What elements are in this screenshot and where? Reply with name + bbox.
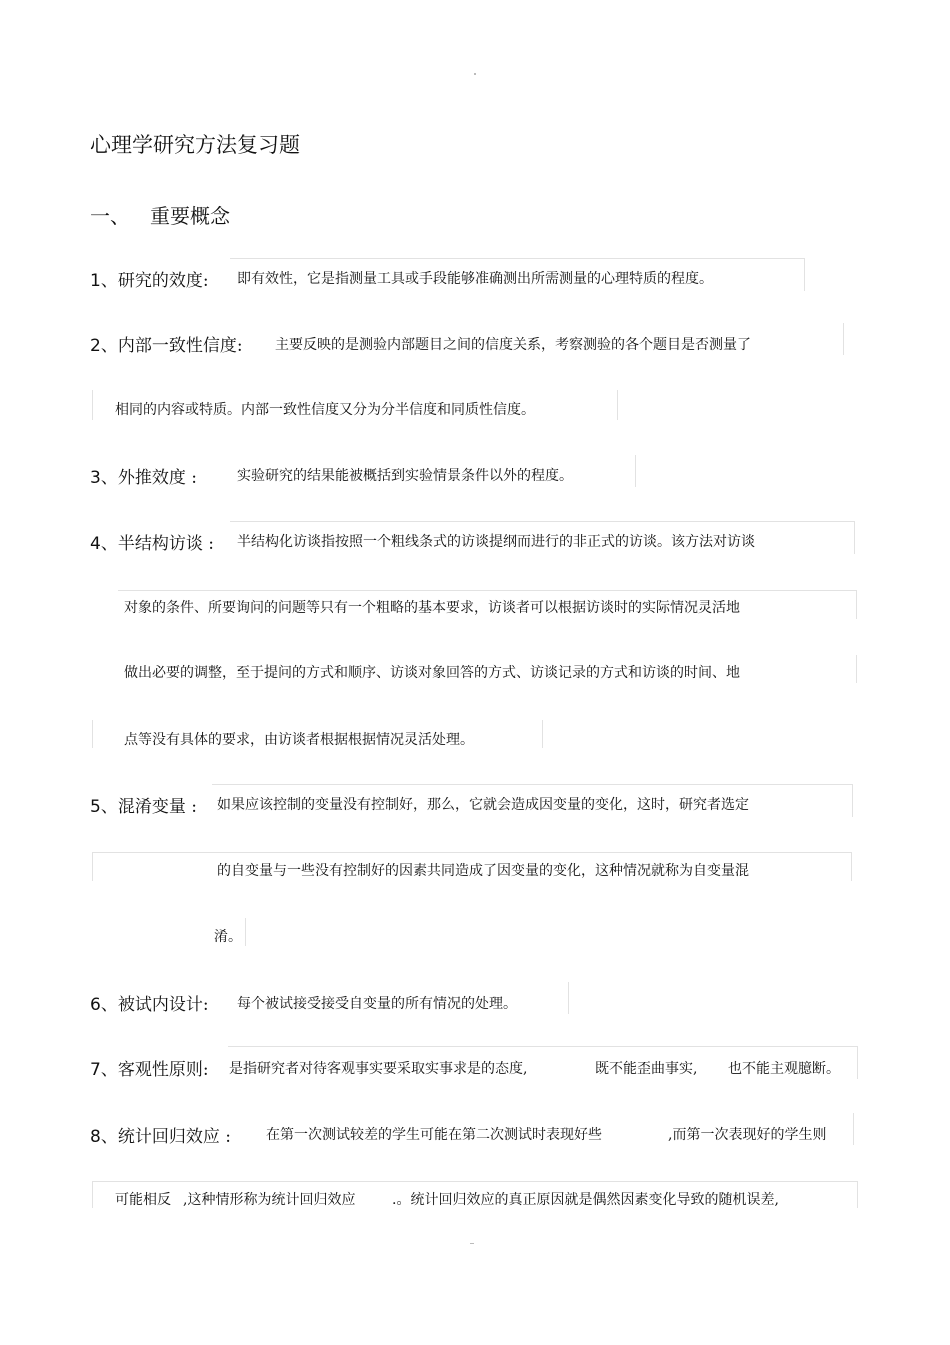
item-8-text-part-1: 在第一次测试较差的学生可能在第二次测试时表现好些 bbox=[266, 1127, 602, 1143]
item-8-text-part-5: .。统计回归效应的真正原因就是偶然因素变化导致的随机误差, bbox=[392, 1192, 779, 1208]
text-frame bbox=[245, 918, 246, 946]
item-term: 被试内设计: bbox=[117, 995, 209, 1015]
item-term: 客观性原则: bbox=[117, 1060, 209, 1080]
item-4-text-line-4: 点等没有具体的要求，由访谈者根据根据情况灵活处理。 bbox=[124, 732, 474, 748]
item-5-label bbox=[90, 792, 197, 817]
text-frame bbox=[635, 455, 636, 487]
item-4-label bbox=[90, 529, 214, 554]
item-number: 1、 bbox=[90, 271, 118, 291]
item-term: 内部一致性信度: bbox=[117, 336, 243, 356]
item-7-text-part-2: 既不能歪曲事实, bbox=[595, 1061, 698, 1077]
item-3-label bbox=[90, 463, 197, 488]
item-2-label bbox=[90, 331, 243, 356]
item-7-text-part-3: 也不能主观臆断。 bbox=[728, 1061, 840, 1077]
item-4-text-line-2: 对象的条件、所要询问的问题等只有一个粗略的基本要求，访谈者可以根据访谈时的实际情况灵活地 bbox=[124, 600, 740, 616]
item-4-text-line-1: 半结构化访谈指按照一个粗线条式的访谈提纲而进行的非正式的访谈。该方法对访谈 bbox=[237, 534, 755, 550]
section-title: 重要概念 bbox=[150, 204, 230, 228]
item-term: 统计回归效应 : bbox=[117, 1127, 231, 1147]
scan-speck bbox=[474, 73, 476, 75]
section-number: 一、 bbox=[90, 204, 130, 228]
item-7-label bbox=[90, 1055, 209, 1080]
item-number: 6、 bbox=[90, 995, 118, 1015]
scan-speck bbox=[470, 1243, 474, 1244]
item-4-text-line-3: 做出必要的调整，至于提问的方式和顺序、访谈对象回答的方式、访谈记录的方式和访谈的时间、地 bbox=[124, 665, 740, 681]
item-term: 半结构访谈 : bbox=[117, 534, 214, 554]
item-number: 2、 bbox=[90, 336, 118, 356]
item-6-text: 每个被试接受接受自变量的所有情况的处理。 bbox=[237, 996, 517, 1012]
item-8-label bbox=[90, 1122, 231, 1147]
item-7-text-part-1: 是指研究者对待客观事实要采取实事求是的态度, bbox=[229, 1061, 528, 1077]
text-frame bbox=[856, 655, 857, 683]
item-number: 8、 bbox=[90, 1127, 118, 1147]
item-3-text: 实验研究的结果能被概括到实验情景条件以外的程度。 bbox=[237, 468, 573, 484]
item-8-text-part-4: ,这种情形称为统计回归效应 bbox=[183, 1192, 356, 1208]
item-number: 4、 bbox=[90, 534, 118, 554]
item-5-text-line-1: 如果应该控制的变量没有控制好，那么，它就会造成因变量的变化，这时，研究者选定 bbox=[217, 797, 749, 813]
item-5-text-line-2: 的自变量与一些没有控制好的因素共同造成了因变量的变化，这种情况就称为自变量混 bbox=[217, 863, 749, 879]
page-title: 心理学研究方法复习题 bbox=[90, 133, 300, 157]
item-6-label bbox=[90, 990, 209, 1015]
text-frame bbox=[853, 1113, 854, 1145]
item-term: 研究的效度: bbox=[117, 271, 209, 291]
text-frame bbox=[843, 323, 844, 355]
item-term: 混淆变量 : bbox=[117, 797, 197, 817]
item-number: 5、 bbox=[90, 797, 118, 817]
item-1-text: 即有效性，它是指测量工具或手段能够准确测出所需测量的心理特质的程度。 bbox=[237, 271, 713, 287]
item-8-text-part-3: 可能相反 bbox=[115, 1192, 171, 1208]
text-frame bbox=[568, 982, 569, 1014]
item-number: 7、 bbox=[90, 1060, 118, 1080]
item-1-label bbox=[90, 266, 209, 291]
item-5-text-line-3: 淆。 bbox=[214, 929, 242, 945]
item-8-text-part-2: ,而第一次表现好的学生则 bbox=[668, 1127, 827, 1143]
item-2-text-line-1: 主要反映的是测验内部题目之间的信度关系，考察测验的各个题目是否测量了 bbox=[275, 337, 751, 353]
item-2-text-line-2: 相同的内容或特质。内部一致性信度又分为分半信度和同质性信度。 bbox=[115, 402, 535, 418]
item-term: 外推效度 : bbox=[117, 468, 197, 488]
item-number: 3、 bbox=[90, 468, 118, 488]
